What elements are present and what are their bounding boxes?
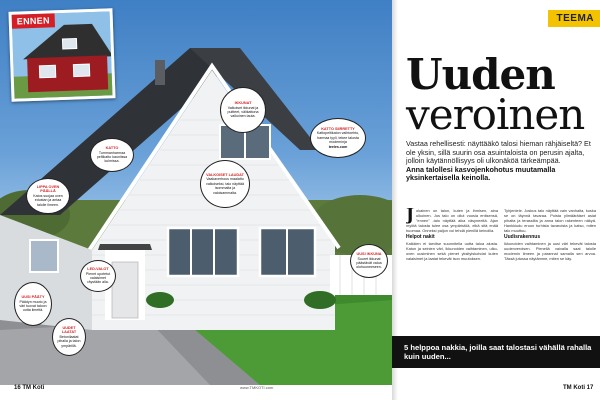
- callout-body: Vaakaverhous maalattu valkoiseksi, talo näyttää isommalta ja valoisammalta.: [206, 177, 244, 195]
- callout-katto: [90, 138, 134, 172]
- before-inset-photo: [8, 8, 115, 102]
- headline: [406, 50, 585, 139]
- headline-line-1: Uuden: [406, 50, 555, 99]
- callout-led-valot: [80, 260, 116, 292]
- callout-body: Pienet upotetut valaisimet räystään alla.: [85, 271, 111, 285]
- body-text: Kaikkien ei tarvitse suunnitella uutta taloa alusta. Katon ja seinien väri, ikkunoiden vaihtaminen, ulko-oven uusiminen sekä pienet yksityiskohdat kuten valaisimet ja laatat tekevät ison muutoksen.: [406, 241, 498, 261]
- body-column-1: [406, 208, 498, 330]
- drop-cap: J: [406, 208, 415, 225]
- callout-valkoiset-laudat: [200, 160, 250, 208]
- callout-body: Päädyn muoto ja väri tuovat taloon uutta ilmettä.: [19, 299, 47, 313]
- body-text: Tyhjentele. Joskus talo näyttää vain vanhalta, koska se on täynnä tavaraa. Poista ylimääräiset asiat pihalta ja terassilta ja anna talon rakenteen näkyä. Hankkiudu eroon turhista tavaroista ja katso, miten talo muuttuu.: [504, 208, 596, 233]
- headline-line-2: veroinen: [406, 90, 585, 139]
- callout-body: Valkoiset ikkunat ja puitteet, välikattona valkoinen lauta.: [227, 105, 259, 119]
- body-column-2: [504, 208, 596, 330]
- callout-title: LED-VALOT: [87, 267, 109, 272]
- body-text: Ikkunoiden vaihtaminen ja uusi väri tekevät talosta uudenveroisen. Pienellä vaivalla saat talolle modernin ilmeen ja parannat samalla sen arvoa. Tässä jutussa näytämme, miten se käy.: [504, 241, 596, 261]
- callout-title: UUSI IKKUNA: [356, 252, 382, 257]
- footer-mid: www.TMKOTI.com: [240, 385, 274, 390]
- before-label: ENNEN: [12, 13, 55, 28]
- subheading: Helpot nakit: [406, 234, 435, 240]
- theme-tag: TEEMA: [548, 10, 600, 27]
- callout-title: KATTO: [105, 146, 119, 151]
- callout-title: IKKUNAT: [234, 101, 252, 106]
- callout-uusi-paaty: [14, 282, 52, 326]
- callout-uusi-ikkuna: [350, 244, 388, 278]
- callout-title: LIPPA OVEN PÄÄLLÄ: [36, 184, 60, 194]
- page-number-left: 16 TM Koti: [14, 385, 45, 391]
- lead-text: Vastaa rehellisesti: näyttääkö talosi hieman rähjäiseltä? Et ole yksin, sillä suurin osa asuintaloista on perusin ajalta, jolloin käytännöllisyys oli ulkonäköä tärkeämpää.: [406, 139, 591, 165]
- callout-title: UUSI PÄÄTY: [21, 295, 45, 300]
- callout-body: Katos suojaa oven edustan ja antaa talolle ilmeen.: [33, 193, 63, 207]
- body-text: okainen on talon, kuten ja ihmisen, aina ulkoinen. Jos talo on ollut vuosia entisensä, "ennen" -talo näyttää aika väsyneeltä. Ajan myötä talosta tulee osa ympäristöä, eikä sitä enää huomaa. Onneksi paljon voi tehdä pienillä keinoilla.: [406, 208, 498, 233]
- body-columns: [406, 208, 596, 330]
- callout-ikkunat: [220, 87, 266, 133]
- teaser-banner: 5 helppoa nakkia, joilla saat talostasi vähällä rahalla kuin uuden...: [392, 336, 600, 368]
- footer-left: [14, 385, 44, 391]
- callout-body: Suuret ikkunat päästävät valoa olohuoneeseen.: [356, 256, 382, 270]
- callout-body: Kattopeltikaton vaihtoehto, harmaa tyyli, tekee talosta moderninja: [316, 131, 360, 145]
- callout-katto-siirretty: [310, 118, 366, 158]
- page-number-right: TM Koti 17: [563, 385, 594, 391]
- callout-lippa: [26, 178, 70, 214]
- subheading: Uudisrakennus: [504, 234, 541, 240]
- callout-uudet-laatat: [52, 318, 86, 356]
- callout-title: KATTO SIIRRETTY: [321, 126, 355, 131]
- callout-link: teeles.com: [328, 144, 348, 149]
- callout-title: UUDET LAATAT: [61, 325, 77, 335]
- callout-title: VALKOISET LAUDAT: [206, 172, 244, 177]
- footer-right: [563, 385, 593, 391]
- callout-body: Tummanharmaa peltikatto kauniissa kulmissa.: [96, 150, 128, 164]
- lead-paragraph: [406, 140, 596, 183]
- lead-bold-text: Anna talollesi kasvojenkohotus muutamalla yksinkertaisella keinolla.: [406, 164, 556, 182]
- callout-body: Betonilaatat pihalla ja talon ympärillä.: [57, 334, 81, 348]
